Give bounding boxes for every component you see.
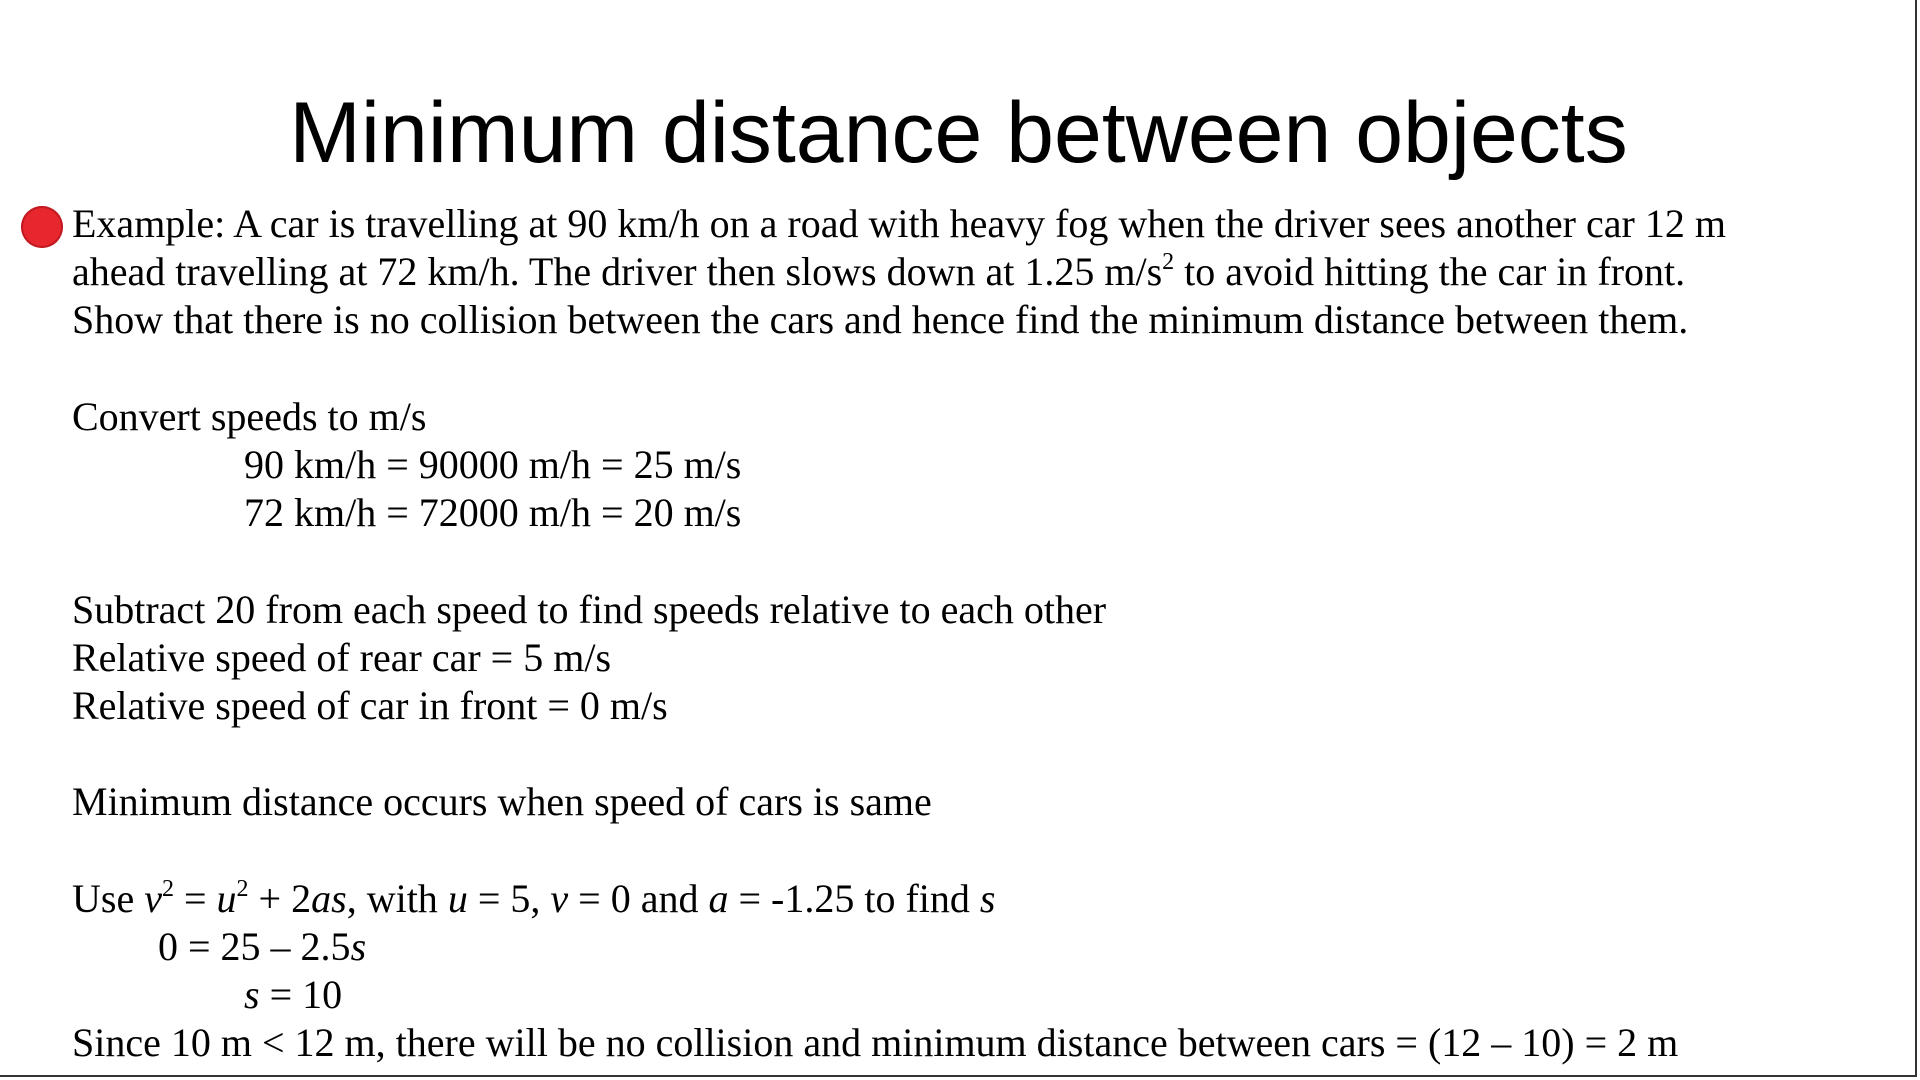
bullet-dot-icon	[21, 206, 63, 248]
example-line-2: ahead travelling at 72 km/h. The driver then slows down at 1.25 $m/s^2$ to avoid hitting the car in front.	[72, 249, 1686, 295]
convert-equation-1: 90 km/h = 90000 m/h = 25 m/s	[244, 441, 742, 487]
relative-line-3: Relative speed of car in front = 0 m/s	[72, 682, 668, 728]
convert-heading: Convert speeds to m/s	[72, 393, 427, 439]
slide-title: Minimum distance between objects	[289, 85, 1628, 181]
suvat-equation: Use $v^2 = u^2 + 2as$, with u = 5, v = 0 and a = -1.25 to find s	[72, 875, 996, 921]
example-line-1: Example: A car is travelling at 90 km/h on a road with heavy fog when the driver sees another car 12 m	[72, 201, 1726, 246]
convert-equation-2: 72 km/h = 72000 m/h = 20 m/s	[244, 490, 742, 536]
conclusion-line: Since 10 m < 12 m, there will be no collision and minimum distance between cars = (12 – 10) = 2 m	[72, 1020, 1679, 1066]
example-line-3: Show that there is no collision between the cars and hence find the minimum distance between them.	[72, 297, 1689, 343]
solution-step-2: s = 10	[244, 972, 343, 1017]
minimum-line: Minimum distance occurs when speed of cars is same	[72, 779, 932, 825]
slide-body	[72, 200, 1726, 1067]
relative-line-2: Relative speed of rear car = 5 m/s	[72, 634, 612, 680]
solution-step-1: 0 = 25 – 2.5s	[158, 923, 367, 969]
relative-line-1: Subtract 20 from each speed to find speeds relative to each other	[72, 586, 1107, 632]
